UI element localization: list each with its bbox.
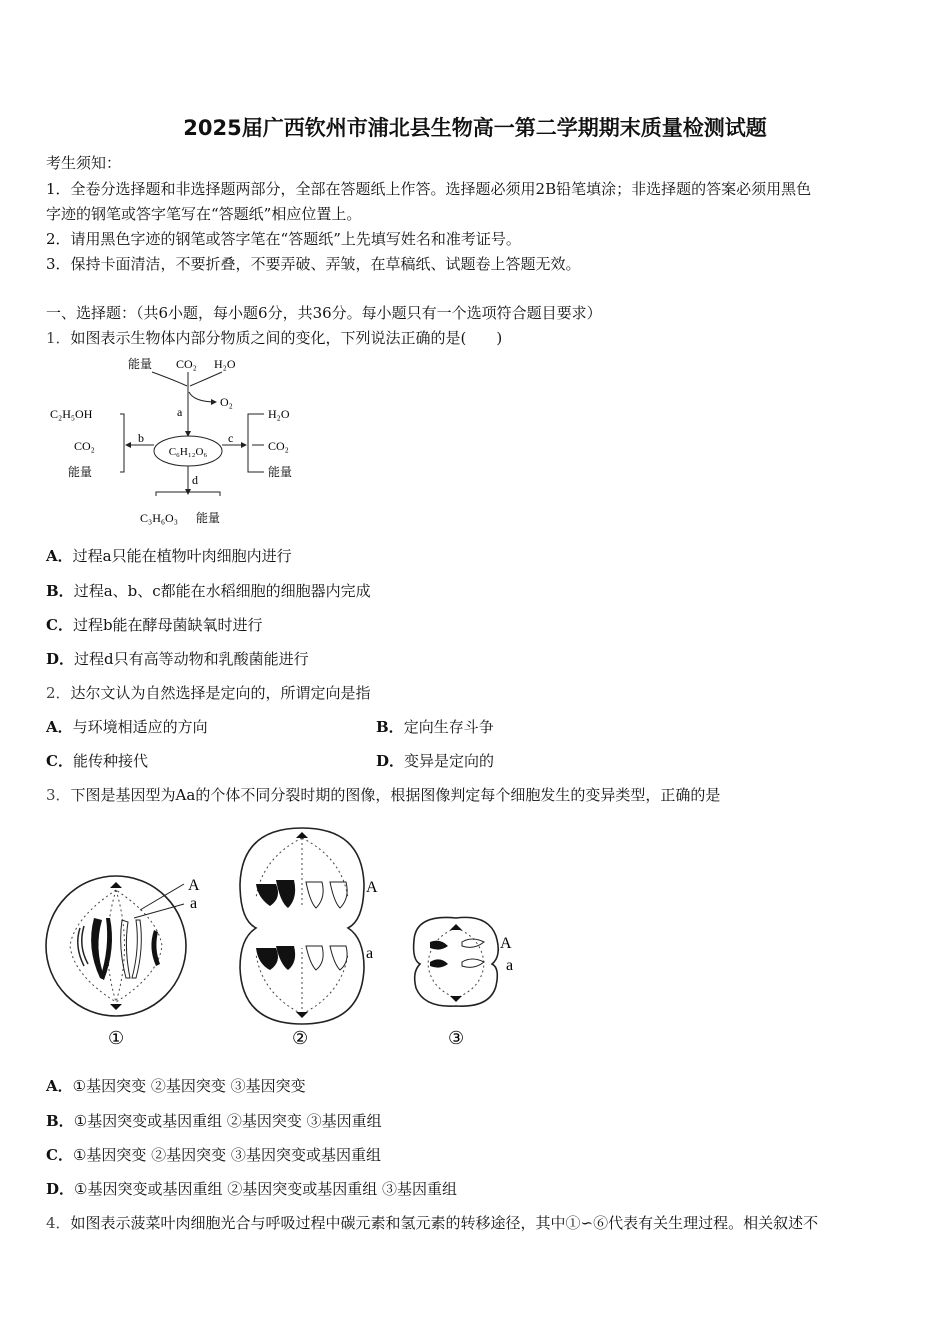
cell-3-allele-a: a [506, 957, 514, 974]
q3-option-d-letter: D． [46, 1180, 75, 1198]
diagram-left-energy: 能量 [68, 465, 93, 479]
q1-option-c-text: 过程b能在酵母菌缺氧时进行 [72, 616, 263, 634]
page-title: 2025届广西钦州市浦北县生物高一第二学期期末质量检测试题 [183, 116, 767, 140]
diagram-right-energy: 能量 [268, 465, 293, 479]
q2-option-c-text: 能传种接代 [72, 752, 148, 770]
diagram-right-h2o: H₂O [268, 407, 290, 421]
diagram-energy-line [152, 372, 187, 386]
question-2-stem [46, 682, 371, 703]
q3-option-c-text: ①基因突变 ②基因突变 ③基因突变或基因重组 [72, 1146, 381, 1164]
diagram-bottom-energy: 能量 [196, 511, 221, 525]
diagram-label-a: a [177, 405, 183, 419]
q1-option-c[interactable] [46, 614, 263, 635]
q2-option-a[interactable] [46, 716, 208, 737]
cell-3-label: ③ [448, 1028, 465, 1048]
q3-option-a-letter: A． [46, 1077, 73, 1095]
q2-option-d-letter: D． [376, 752, 405, 770]
diagram-glucose: C₆H₁₂O₆ [168, 446, 208, 458]
diagram-label-b: b [138, 431, 144, 445]
cell-1-allele-A: A [188, 877, 200, 894]
diagram-ethanol: C₂H₅OH [50, 407, 93, 421]
q1-option-a-text: 过程a只能在植物叶肉细胞内进行 [72, 547, 292, 565]
diagram-h2o-top: H₂O [214, 357, 236, 371]
q2-option-b-text: 定向生存斗争 [403, 718, 494, 736]
question-2-text: 达尔文认为自然选择是定向的，所谓定向是指 [70, 684, 371, 702]
q1-option-d-text: 过程d只有高等动物和乳酸菌能进行 [74, 650, 309, 668]
diagram-label-d: d [192, 473, 198, 487]
q2-option-d-text: 变异是定向的 [404, 752, 495, 770]
diagram-left-bracket [120, 414, 124, 472]
diagram-label-c: c [228, 431, 234, 445]
q3-option-a[interactable] [46, 1075, 306, 1096]
section-heading: 一、选择题：（共6小题，每小题6分，共36分。每小题只有一个选项符合题目要求） [46, 304, 602, 322]
metabolism-diagram [44, 350, 314, 530]
notice-line-3: 3．保持卡面清洁，不要折叠，不要弄破、弄皱，在草稿纸、试题卷上答题无效。 [46, 255, 581, 273]
q2-option-b[interactable] [376, 716, 494, 737]
q1-option-b-letter: B． [46, 582, 74, 600]
q1-option-d-letter: D． [46, 650, 75, 668]
q2-option-a-letter: A． [46, 718, 73, 736]
cell-2-allele-a: a [366, 945, 374, 962]
q1-option-a[interactable] [46, 545, 292, 566]
notice-line-2: 2．请用黑色字迹的钢笔或答字笔在“答题纸”上先填写姓名和准考证号。 [46, 230, 521, 248]
q2-option-c[interactable] [46, 750, 148, 771]
question-3-number: 3． [46, 786, 71, 804]
cell-2 [240, 828, 378, 1048]
notice-heading: 考生须知： [46, 154, 122, 172]
cell-division-figure [44, 818, 534, 1058]
cell-1 [46, 876, 200, 1048]
q3-option-c[interactable] [46, 1144, 381, 1165]
q3-option-b-text: ①基因突变或基因重组 ②基因突变 ③基因重组 [73, 1112, 382, 1130]
question-2-number: 2． [46, 684, 71, 702]
cell-2-allele-A: A [366, 879, 378, 896]
cell-3-allele-A: A [500, 935, 512, 952]
diagram-co2-top: CO₂ [176, 357, 197, 371]
cell-3 [414, 917, 514, 1048]
q1-option-b-text: 过程a、b、c都能在水稻细胞的细胞器内完成 [73, 582, 371, 600]
diagram-right-bracket [248, 414, 252, 472]
q1-option-d[interactable] [46, 648, 309, 669]
diagram-lactate: C₃H₆O₃ [140, 511, 178, 525]
q3-option-d-text: ①基因突变或基因重组 ②基因突变或基因重组 ③基因重组 [74, 1180, 458, 1198]
q1-option-b[interactable] [46, 580, 371, 601]
question-3-text: 下图是基因型为Aa的个体不同分裂时期的图像，根据图像判定每个细胞发生的变异类型，正确的是 [70, 786, 721, 804]
cell-2-label: ② [292, 1028, 309, 1048]
question-4-text: 如图表示菠菜叶肉细胞光合与呼吸过程中碳元素和氢元素的转移途径，其中①∽⑥代表有关生理过程。相关叙述不 [70, 1214, 819, 1232]
question-1-stem [46, 327, 502, 348]
question-3-stem [46, 784, 720, 805]
q1-option-c-letter: C． [46, 616, 73, 634]
q3-option-b[interactable] [46, 1110, 382, 1131]
q2-option-a-text: 与环境相适应的方向 [72, 718, 208, 736]
diagram-left-co2: CO₂ [74, 439, 95, 453]
q3-option-a-text: ①基因突变 ②基因突变 ③基因突变 [72, 1077, 306, 1095]
q2-option-c-letter: C． [46, 752, 73, 770]
cell-1-allele-a: a [190, 895, 198, 912]
q2-option-b-letter: B． [376, 718, 404, 736]
diagram-h2o-line [190, 372, 222, 386]
cell-1-label: ① [108, 1028, 125, 1048]
question-4-stem [46, 1212, 818, 1233]
diagram-o2-arrow [189, 392, 216, 402]
question-1-text: 如图表示生物体内部分物质之间的变化，下列说法正确的是( ) [70, 329, 503, 347]
notice-line-1b: 字迹的钢笔或答字笔写在“答题纸”相应位置上。 [46, 205, 362, 223]
q3-option-c-letter: C． [46, 1146, 73, 1164]
q3-option-b-letter: B． [46, 1112, 74, 1130]
notice-line-1a: 1．全卷分选择题和非选择题两部分，全部在答题纸上作答。选择题必须用2B铅笔填涂；非选择题的答案必须用黑色 [46, 180, 812, 198]
diagram-o2: O₂ [220, 395, 233, 409]
question-1-number: 1． [46, 329, 71, 347]
q2-option-d[interactable] [376, 750, 494, 771]
diagram-energy-top: 能量 [128, 357, 153, 371]
question-4-number: 4． [46, 1214, 71, 1232]
q1-option-a-letter: A． [46, 547, 73, 565]
q3-option-d[interactable] [46, 1178, 457, 1199]
diagram-right-co2: CO₂ [268, 439, 289, 453]
